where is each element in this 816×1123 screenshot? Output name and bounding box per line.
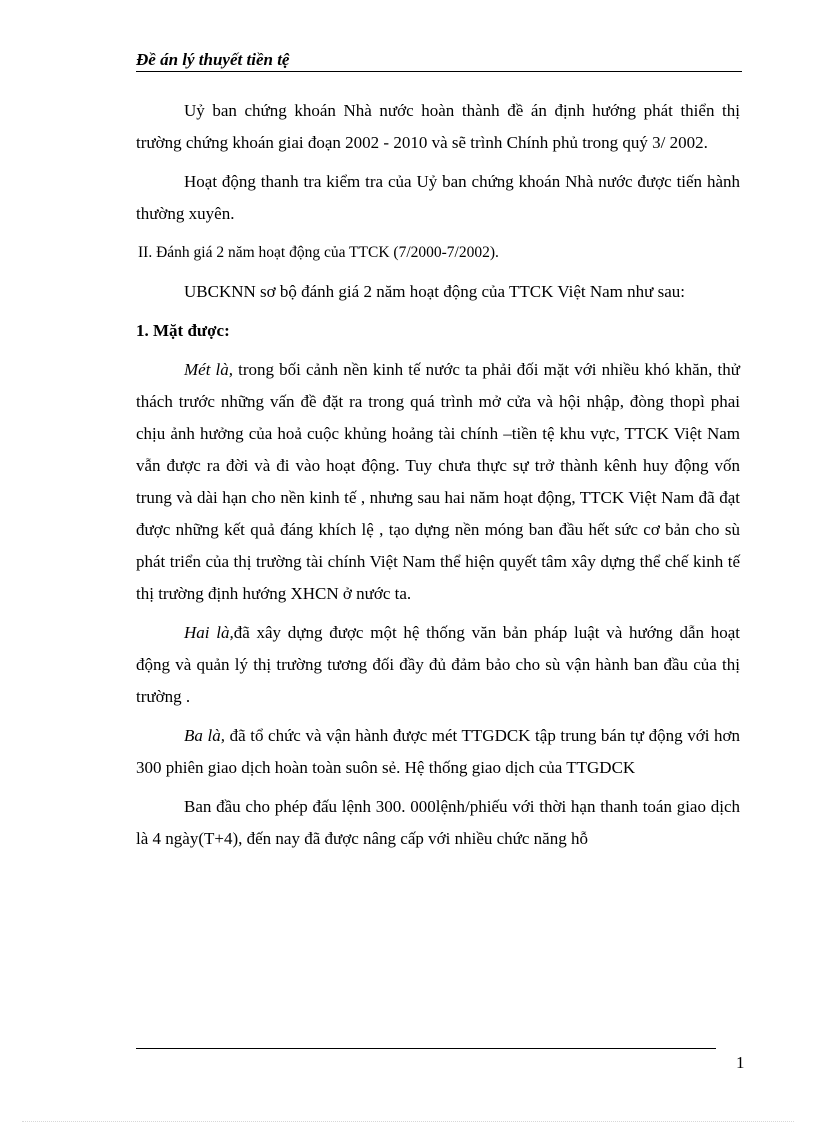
paragraph-third-point bbox=[136, 720, 740, 784]
paragraph-second-point bbox=[136, 617, 740, 713]
page-header-title: Đề án lý thuyết tiền tệ bbox=[136, 50, 290, 69]
paragraph-plan-approval: Uỷ ban chứng khoán Nhà nước hoàn thành đề án định hướng phát thiển thị trường chứng khoán giai đoạn 2002 - 2010 và sẽ trình Chính phủ trong quý 3/ 2002. bbox=[136, 101, 740, 152]
third-point-text: đã tổ chức và vận hành được mét TTGDCK tập trung bán tự động với hơn 300 phiên giao dịch hoàn toàn suôn sẻ. Hệ thống giao dịch của TTGDCK bbox=[136, 726, 741, 777]
page-number: 1 bbox=[736, 1053, 745, 1072]
paragraph-inspection: Hoạt động thanh tra kiểm tra của Uỷ ban chứng khoán Nhà nước được tiến hành thường xuyên. bbox=[136, 172, 740, 223]
page-edge bbox=[22, 1121, 794, 1122]
second-point-text: đã xây dựng được một hệ thống văn bản pháp luật và hướng dẫn hoạt động và quản lý thị trường tương đối đầy đủ đảm bảo cho sù vận hành ban đầu của thị trường . bbox=[136, 623, 740, 706]
footer-divider bbox=[136, 1048, 716, 1049]
paragraph-assessment-intro: UBCKNN sơ bộ đánh giá 2 năm hoạt động của TTCK Việt Nam như sau: bbox=[184, 282, 685, 301]
section-heading: II. Đánh giá 2 năm hoạt động của TTCK (7/2000-7/2002). bbox=[138, 244, 499, 261]
paragraph-first-point bbox=[136, 354, 740, 610]
second-point-lead: Hai là, bbox=[184, 623, 234, 642]
document-body bbox=[136, 95, 740, 862]
header-divider bbox=[136, 71, 742, 72]
third-point-lead: Ba là, bbox=[184, 726, 225, 745]
first-point-lead: Mét là, bbox=[184, 360, 234, 379]
first-point-text: trong bối cảnh nền kinh tế nước ta phải đối mặt với nhiều khó khăn, thử thách trước những vấn đề đặt ra trong quá trình mở cửa và hội nhập, đòng thopì phai chịu ảnh hưởng của hoả cuộc khủng hoảng tài chính –tiền tệ khu vực, TTCK Việt Nam vẫn được ra đời và đi vào hoạt động. Tuy chưa thực sự trở thành kênh huy động vốn trung và dài hạn cho nền kinh tế , nhưng sau hai năm hoạt động, TTCK Việt Nam đã đạt được những kết quả đáng khích lệ , tạo dựng nền móng ban đầu hết sức cơ bản cho sù phát triển của thị trường tài chính Việt Nam thể hiện quyết tâm xây dựng thể chế kinh tế thị trường định hướng XHCN ở nước ta. bbox=[136, 360, 740, 603]
subheading-achievements: 1. Mặt được: bbox=[136, 321, 230, 340]
paragraph-trading-system: Ban đầu cho phép đấu lệnh 300. 000lệnh/phiếu với thời hạn thanh toán giao dịch là 4 ngày(T+4), đến nay đã được nâng cấp với nhiều chức năng hỗ bbox=[136, 797, 740, 848]
